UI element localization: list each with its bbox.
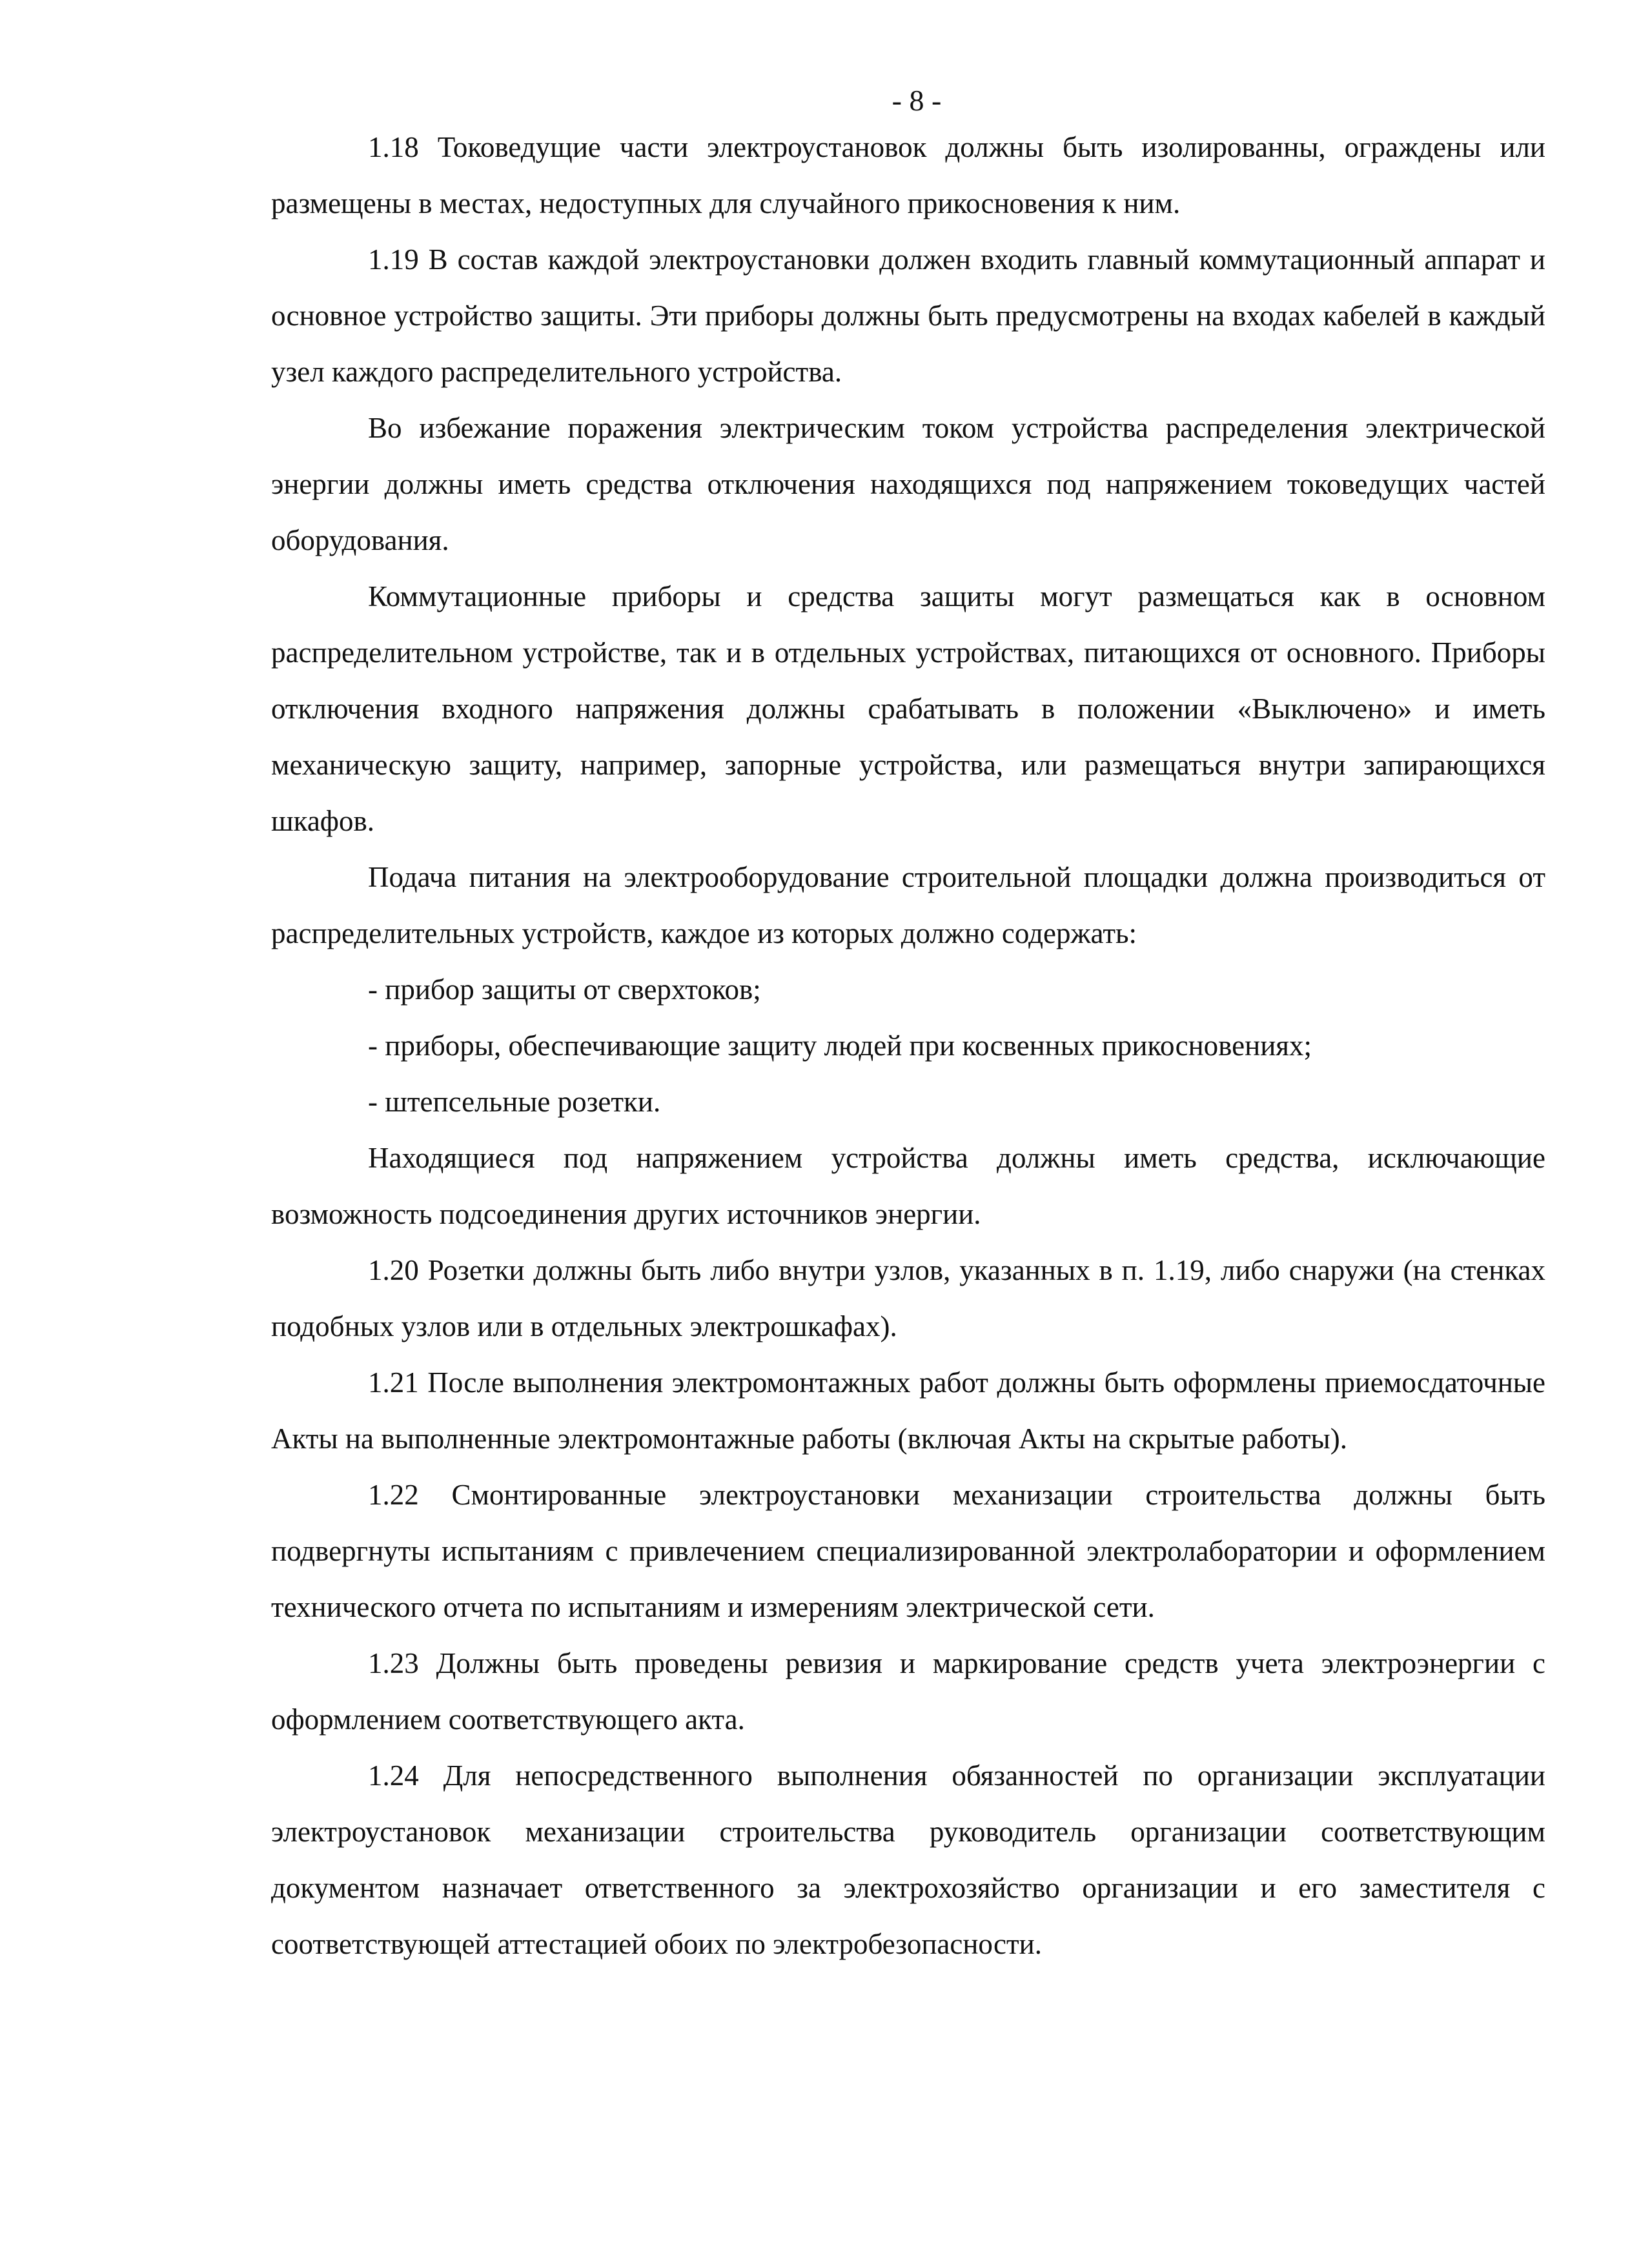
paragraph-energized-devices: Находящиеся под напряжением устройства должны иметь средства, исключающие возможность подсоединения других источников энергии. [271, 1142, 1545, 1230]
paragraph-1-23: 1.23 Должны быть проведены ревизия и маркирование средств учета электроэнергии с оформлением соответствующего акта. [271, 1647, 1545, 1736]
paragraph-switching-devices: Коммутационные приборы и средства защиты могут размещаться как в основном распределительном устройстве, так и в отдельных устройствах, питающихся от основного. Приборы отключения входного напряжения должны срабатывать в положении «Выключено» и иметь механическую защиту, например, запорные устройства, или размещаться внутри запирающихся шкафов. [271, 580, 1545, 837]
paragraph-1-22: 1.22 Смонтированные электроустановки механизации строительства должны быть подвергнуты испытаниям с привлечением специализированной электролаборатории и оформлением технического отчета по испытаниям и измерениям электрической сети. [271, 1479, 1545, 1623]
paragraph-protection: Во избежание поражения электрическим током устройства распределения электрической энергии должны иметь средства отключения находящихся под напряжением токоведущих частей оборудования. [271, 412, 1545, 556]
paragraph-1-24: 1.24 Для непосредственного выполнения обязанностей по организации эксплуатации электроустановок механизации строительства руководитель организации соответствующим документом назначает ответственного за электрохозяйство организации и его заместителя с соответствующей аттестацией обоих по электробезопасности. [271, 1759, 1545, 1960]
list-item: - приборы, обеспечивающие защиту людей при косвенных прикосновениях; [368, 1029, 1312, 1062]
document-body [271, 119, 1545, 1972]
paragraph-1-19: 1.19 В состав каждой электроустановки должен входить главный коммутационный аппарат и основное устройство защиты. Эти приборы должны быть предусмотрены на входах кабелей в каждый узел каждого распределительного устройства. [271, 243, 1545, 388]
paragraph-1-18: 1.18 Токоведущие части электроустановок должны быть изолированны, ограждены или размещены в местах, недоступных для случайного прикосновения к ним. [271, 131, 1545, 219]
list-item: - прибор защиты от сверхтоков; [368, 973, 761, 1006]
page-number: - 8 - [891, 84, 942, 117]
paragraph-1-21: 1.21 После выполнения электромонтажных работ должны быть оформлены приемосдаточные Акты на выполненные электромонтажные работы (включая Акты на скрытые работы). [271, 1366, 1545, 1455]
list-item: - штепсельные розетки. [368, 1086, 661, 1118]
paragraph-power-supply: Подача питания на электрооборудование строительной площадки должна производиться от распределительных устройств, каждое из которых должно содержать: [271, 861, 1545, 949]
paragraph-1-20: 1.20 Розетки должны быть либо внутри узлов, указанных в п. 1.19, либо снаружи (на стенках подобных узлов или в отдельных электрошкафах). [271, 1254, 1545, 1342]
